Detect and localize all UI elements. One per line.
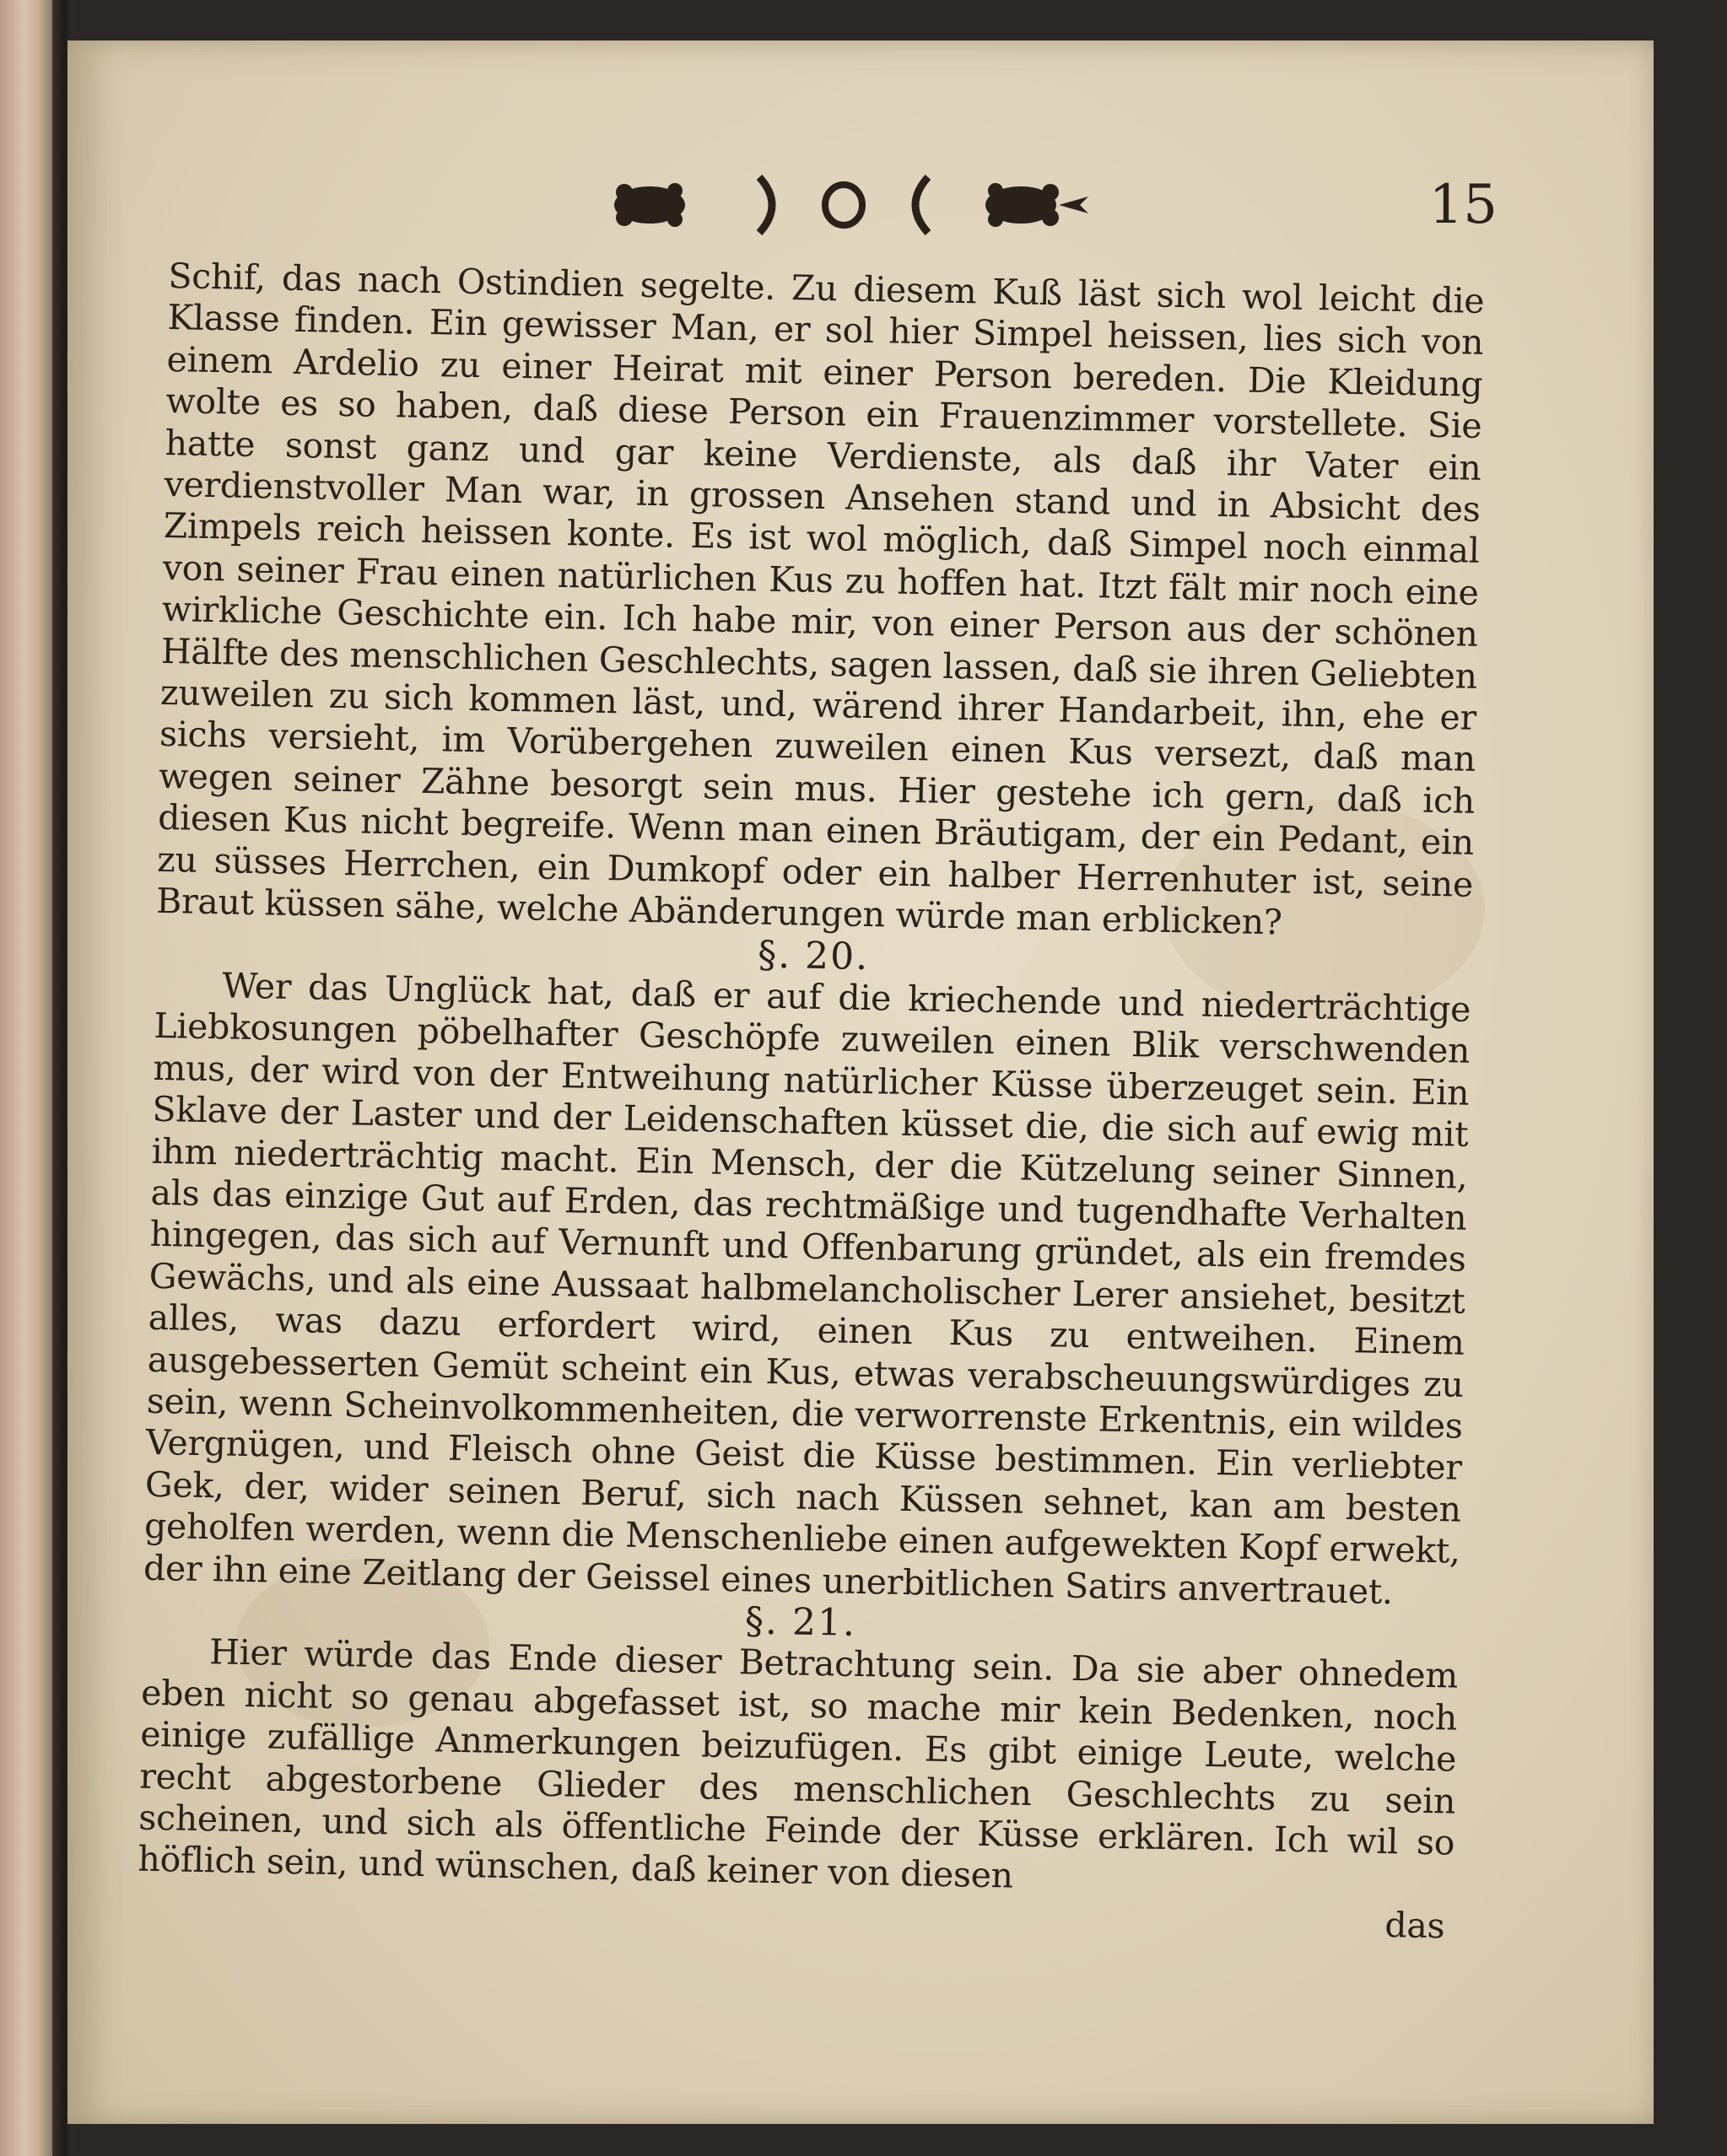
page-header	[67, 167, 1654, 243]
facing-page-edge	[0, 0, 52, 2156]
paragraph-section-21: Hier würde das Ende dieser Betrachtung sein. Da sie aber ohnedem eben nicht so genau abgefasset ist, so mache mir kein Bedenken, noch einige zufällige Anmerkungen beizufügen. Es gibt einige Leute, welche recht abgestorbene Glieder des menschlichen Geschlechts zu sein scheinen, und sich als öffentliche Feinde der Küsse erklären. Ich wil so höflich sein, und wünschen, daß keiner von diesen	[138, 1631, 1459, 1896]
catchword: das	[1384, 1904, 1445, 1947]
page-body-text	[137, 256, 1485, 1948]
section-heading-21: §. 21.	[744, 1599, 857, 1645]
paragraph-continued: Schif, das nach Ostindien segelte. Zu diesem Kuß läst sich wol leicht die Klasse finden. Ein gewisser Man, er sol hier Simpel heissen, lies sich von einem Ardelio zu einer Heirat mit einer Person bereden. Die Kleidung wolte es so haben, daß diese Person ein Frauenzimmer vorstellete. Sie hatte sonst ganz und gar keine Verdienste, als daß ihr Vater ein verdienstvoller Man war, in grossen Ansehen stand und in Absicht des Zimpels reich heissen konte. Es ist wol möglich, daß Simpel noch einmal von seiner Frau einen natürlichen Kus zu hoffen hat. Itzt fält mir noch eine wirkliche Geschichte ein. Ich habe mir, von einer Person aus der schönen Hälfte des menschlichen Geschlechts, sagen lassen, daß sie ihren Geliebten zuweilen zu sich kommen läst, und, wärend ihrer Handarbeit, ihn, ehe er sichs versieht, im Vorübergehen zuweilen einen Kus versezt, daß man wegen seiner Zähne besorgt sein mus. Hier gestehe ich gern, daß ich diesen Kus nicht begreife. Wenn man einen Bräutigam, der ein Pedant, ein zu süsses Herrchen, ein Dumkopf oder ein halber Herrenhuter ist, seine Braut küssen sähe, welche Abänderungen würde man erblicken?	[155, 256, 1485, 943]
paragraph-section-20: Wer das Unglück hat, daß er auf die kriechende und niederträchtige Liebkosungen pöbelhafter Geschöpfe zuweilen einen Blik verschwenden mus, der wird von der Entweihung natürlicher Küsse überzeuget sein. Ein Sklave der Laster und der Leidenschaften küsset die, die sich auf ewig mit ihm niederträchtig macht. Ein Mensch, der die Kützelung seiner Sinnen, als das einzige Gut auf Erden, das rechtmäßige und tugendhafte Verhalten hingegen, das sich auf Vernunft und Offenbarung gründet, als ein fremdes Gewächs, und als eine Aussaat halbmelancholischer Lerer ansiehet, besitzt alles, was dazu erfordert wird, einen Kus zu entweihen. Einem ausgebesserten Gemüt scheint ein Kus, etwas verabscheuungswürdiges zu sein, wenn Scheinvolkommenheiten, die verworrenste Erkentnis, ein wildes Vergnügen, und Fleisch ohne Geist die Küsse bestimmen. Ein verliebter Gek, der, wider seinen Beruf, sich nach Küssen sehnet, kan am besten geholfen werden, wenn die Menschenliebe einen aufgewekten Kopf erwekt, der ihn eine Zeitlang der Geissel eines unerbitlichen Satirs anvertrauet.	[143, 965, 1471, 1612]
book-page	[67, 40, 1654, 2124]
printers-ornament-icon	[591, 167, 1097, 243]
page-number: 15	[1428, 174, 1498, 236]
section-heading-20: §. 20.	[757, 933, 870, 978]
